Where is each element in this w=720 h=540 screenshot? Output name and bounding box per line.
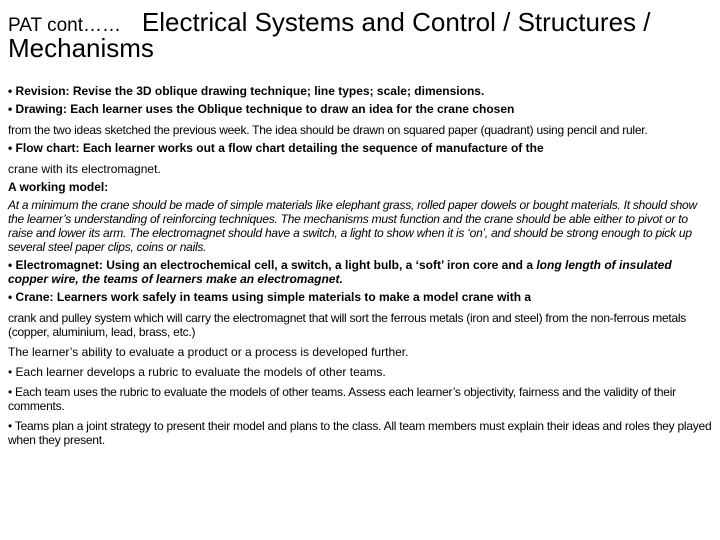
drawing-bullet: • Drawing: Each learner uses the Oblique technique to draw an idea for the crane chosen [8, 102, 515, 116]
joint-strategy-bullet: • Teams plan a joint strategy to present their model and plans to the class. All team members must explain their ideas and roles they played when they present. [8, 419, 712, 447]
title-main-part-1: Electrical Systems and Control / Structures / [141, 7, 651, 37]
title-line-1 [8, 4, 651, 36]
electromagnet-bullet [8, 258, 713, 286]
rubric-bullet: • Each learner develops a rubric to evaluate the models of other teams. [8, 365, 386, 379]
flow-chart-bullet: • Flow chart: Each learner works out a flow chart detailing the sequence of manufacture of the [8, 141, 544, 155]
content-body [8, 84, 713, 447]
ability-statement: The learner’s ability to evaluate a product or a process is developed further. [8, 345, 409, 359]
flow-chart-continuation: crane with its electromagnet. [8, 162, 161, 176]
electromagnet-lead: • Electromagnet: Using an electrochemical cell, a switch, a light bulb, a ‘soft’ iron core and a [8, 258, 533, 272]
working-model-text: At a minimum the crane should be made of simple materials like elephant grass, rolled paper dowels or bought materials. It should show the learner’s understanding of reinforcing techniques. The mechanisms must function and the crane should be able either to pivot or to raise and lower its arm. The electromagnet should have a switch, a light to show when it is ‘on’, and should be strong enough to pick up several steel paper clips, coins or nails. [8, 198, 697, 254]
revision-bullet: • Revision: Revise the 3D oblique drawing technique; line types; scale; dimensions. [8, 84, 485, 98]
electromagnet-emphasis: long length of insulated copper wire, the teams of learners make an electromagnet. [8, 258, 672, 286]
team-rubric-bullet: • Each team uses the rubric to evaluate the models of other teams. Assess each learner’s objectivity, fairness and the validity of their comments. [8, 385, 676, 413]
crane-continuation: crank and pulley system which will carry the electromagnet that will sort the ferrous metals (iron and steel) from the non-ferrous metals (copper, aluminium, lead, brass, etc.) [8, 311, 687, 339]
crane-bullet: • Crane: Learners work safely in teams using simple materials to make a model crane with a [8, 290, 532, 304]
title-prefix: PAT cont…… [8, 15, 121, 36]
title-main-part-2: Mechanisms [8, 33, 154, 63]
drawing-continuation: from the two ideas sketched the previous week. The idea should be drawn on squared paper (quadrant) using pencil and ruler. [8, 123, 648, 137]
working-model-heading: A working model: [8, 180, 109, 194]
